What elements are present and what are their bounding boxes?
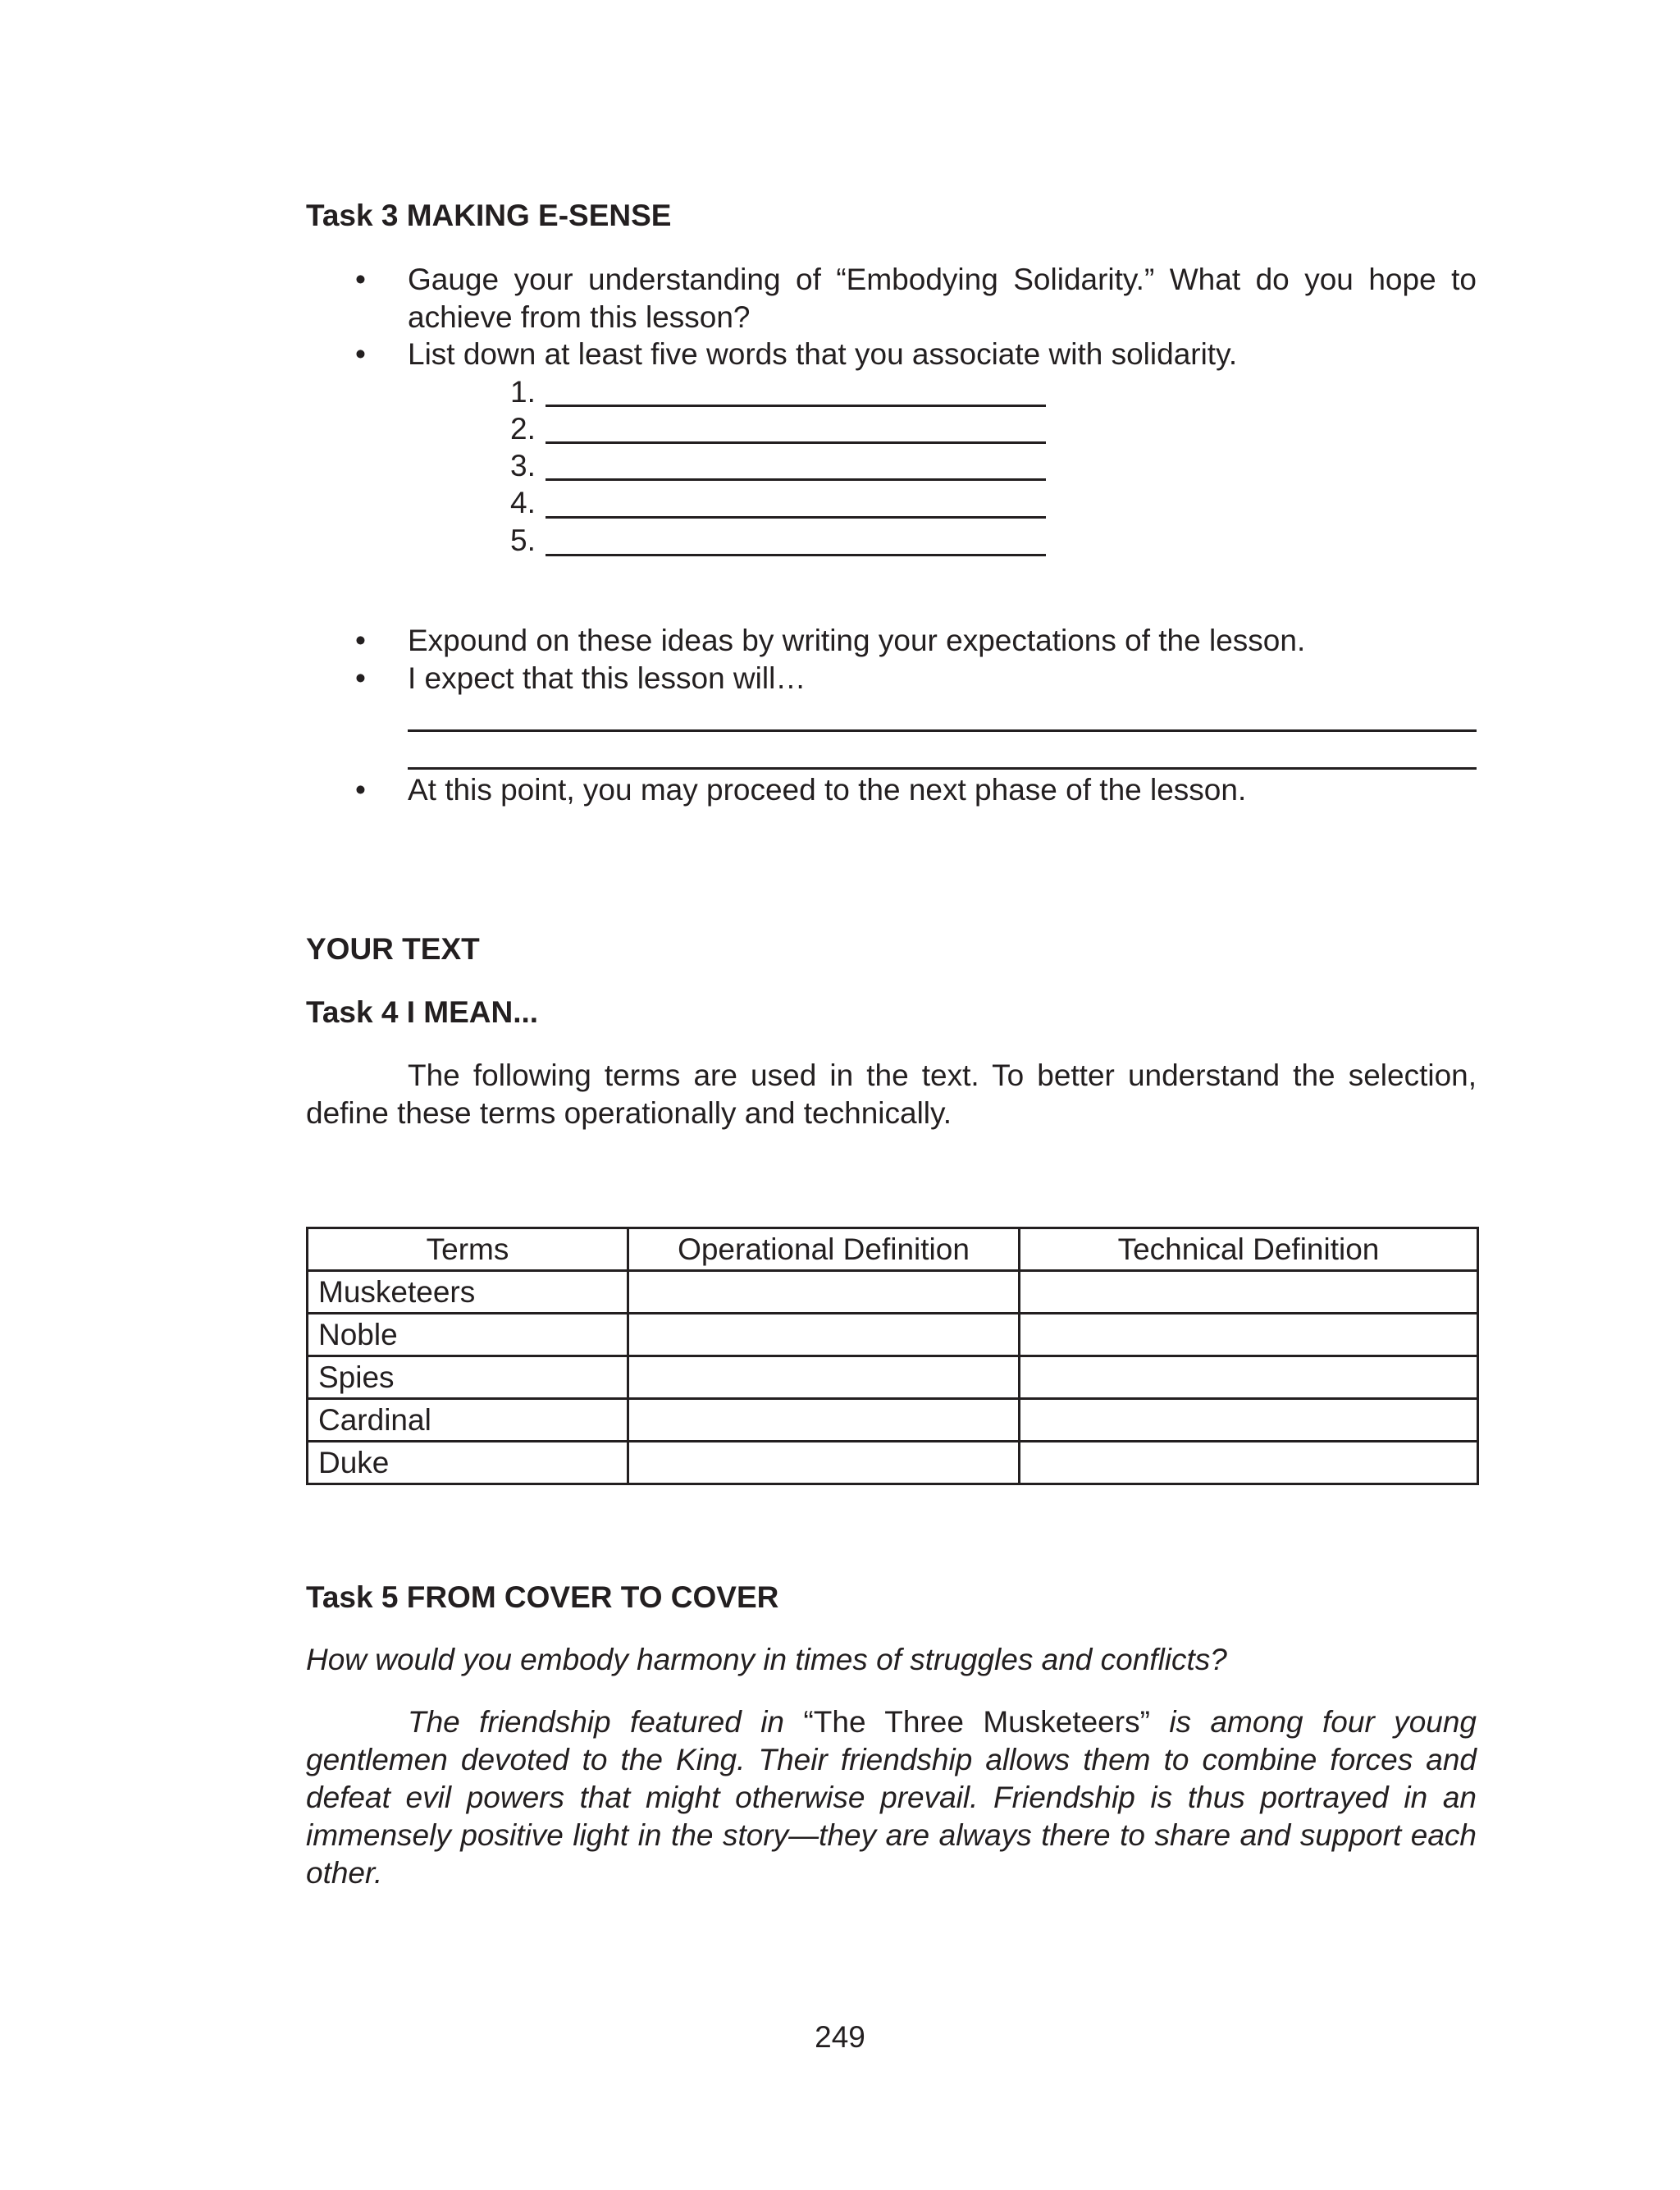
table-row xyxy=(308,1356,1478,1399)
terms-table xyxy=(306,1227,1479,1485)
task3-heading: Task 3 MAKING E-SENSE xyxy=(306,199,672,232)
bullet-marker: • xyxy=(355,773,366,807)
bullet-marker: • xyxy=(355,661,366,695)
task3-bullet-proceed: At this point, you may proceed to the next phase of the lesson. xyxy=(408,773,1247,807)
operational-definition-cell[interactable] xyxy=(628,1442,1020,1484)
task3-bullet-gauge: Gauge your understanding of “Embodying Solidarity.” What do you hope to achieve from this lesson? xyxy=(408,263,1477,334)
task5-paragraph-part-a: The friendship featured in xyxy=(408,1705,804,1739)
term-cell: Spies xyxy=(308,1356,628,1399)
table-row xyxy=(308,1399,1478,1442)
term-cell: Duke xyxy=(308,1442,628,1484)
table-header-row xyxy=(308,1228,1478,1271)
list-number-4: 4. xyxy=(510,486,536,519)
technical-definition-cell[interactable] xyxy=(1020,1271,1478,1314)
operational-definition-cell[interactable] xyxy=(628,1356,1020,1399)
technical-definition-cell[interactable] xyxy=(1020,1356,1478,1399)
bullet-marker: • xyxy=(355,624,366,657)
list-number-2: 2. xyxy=(510,412,536,446)
task3-bullet-expound: Expound on these ideas by writing your expectations of the lesson. xyxy=(408,624,1306,657)
answer-blank-1[interactable] xyxy=(546,405,1046,407)
term-cell: Noble xyxy=(308,1314,628,1356)
technical-definition-cell[interactable] xyxy=(1020,1399,1478,1442)
list-number-1: 1. xyxy=(510,375,536,409)
term-cell: Cardinal xyxy=(308,1399,628,1442)
writing-line-2[interactable] xyxy=(408,767,1477,770)
task3-bullet-list-words: List down at least five words that you associate with solidarity. xyxy=(408,337,1238,371)
task4-intro-text: The following terms are used in the text. To better understand the selection, define these terms operationally and technically. xyxy=(306,1058,1477,1130)
answer-blank-4[interactable] xyxy=(546,516,1046,519)
your-text-heading: YOUR TEXT xyxy=(306,932,480,966)
table-row xyxy=(308,1442,1478,1484)
bullet-marker: • xyxy=(355,337,366,371)
table-header-operational: Operational Definition xyxy=(628,1228,1020,1271)
table-row xyxy=(308,1271,1478,1314)
answer-blank-2[interactable] xyxy=(546,441,1046,444)
task5-paragraph xyxy=(306,1703,1477,1892)
bullet-marker: • xyxy=(355,263,366,296)
operational-definition-cell[interactable] xyxy=(628,1314,1020,1356)
task4-intro xyxy=(306,1057,1477,1132)
answer-blank-5[interactable] xyxy=(546,554,1046,556)
table-row xyxy=(308,1314,1478,1356)
term-cell: Musketeers xyxy=(308,1271,628,1314)
technical-definition-cell[interactable] xyxy=(1020,1442,1478,1484)
answer-blank-3[interactable] xyxy=(546,478,1046,481)
technical-definition-cell[interactable] xyxy=(1020,1314,1478,1356)
task3-bullet-expect: I expect that this lesson will… xyxy=(408,661,806,695)
task5-question: How would you embody harmony in times of struggles and conflicts? xyxy=(306,1643,1227,1676)
operational-definition-cell[interactable] xyxy=(628,1399,1020,1442)
list-number-3: 3. xyxy=(510,449,536,482)
task4-heading: Task 4 I MEAN... xyxy=(306,995,539,1029)
writing-line-1[interactable] xyxy=(408,729,1477,732)
operational-definition-cell[interactable] xyxy=(628,1271,1020,1314)
table-header-technical: Technical Definition xyxy=(1020,1228,1478,1271)
page-number: 249 xyxy=(815,2020,865,2054)
story-title: “The Three Musketeers” xyxy=(803,1705,1150,1739)
task5-paragraph-part-b: is among four young gentlemen devoted to the King. Their friendship allows them to combine forces and defeat evil powers that might otherwise prevail. Friendship is thus portrayed in an immensely positive light in the story—they are always there to share and support each other. xyxy=(306,1705,1477,1890)
list-number-5: 5. xyxy=(510,523,536,557)
table-header-terms: Terms xyxy=(308,1228,628,1271)
task5-heading: Task 5 FROM COVER TO COVER xyxy=(306,1580,779,1614)
